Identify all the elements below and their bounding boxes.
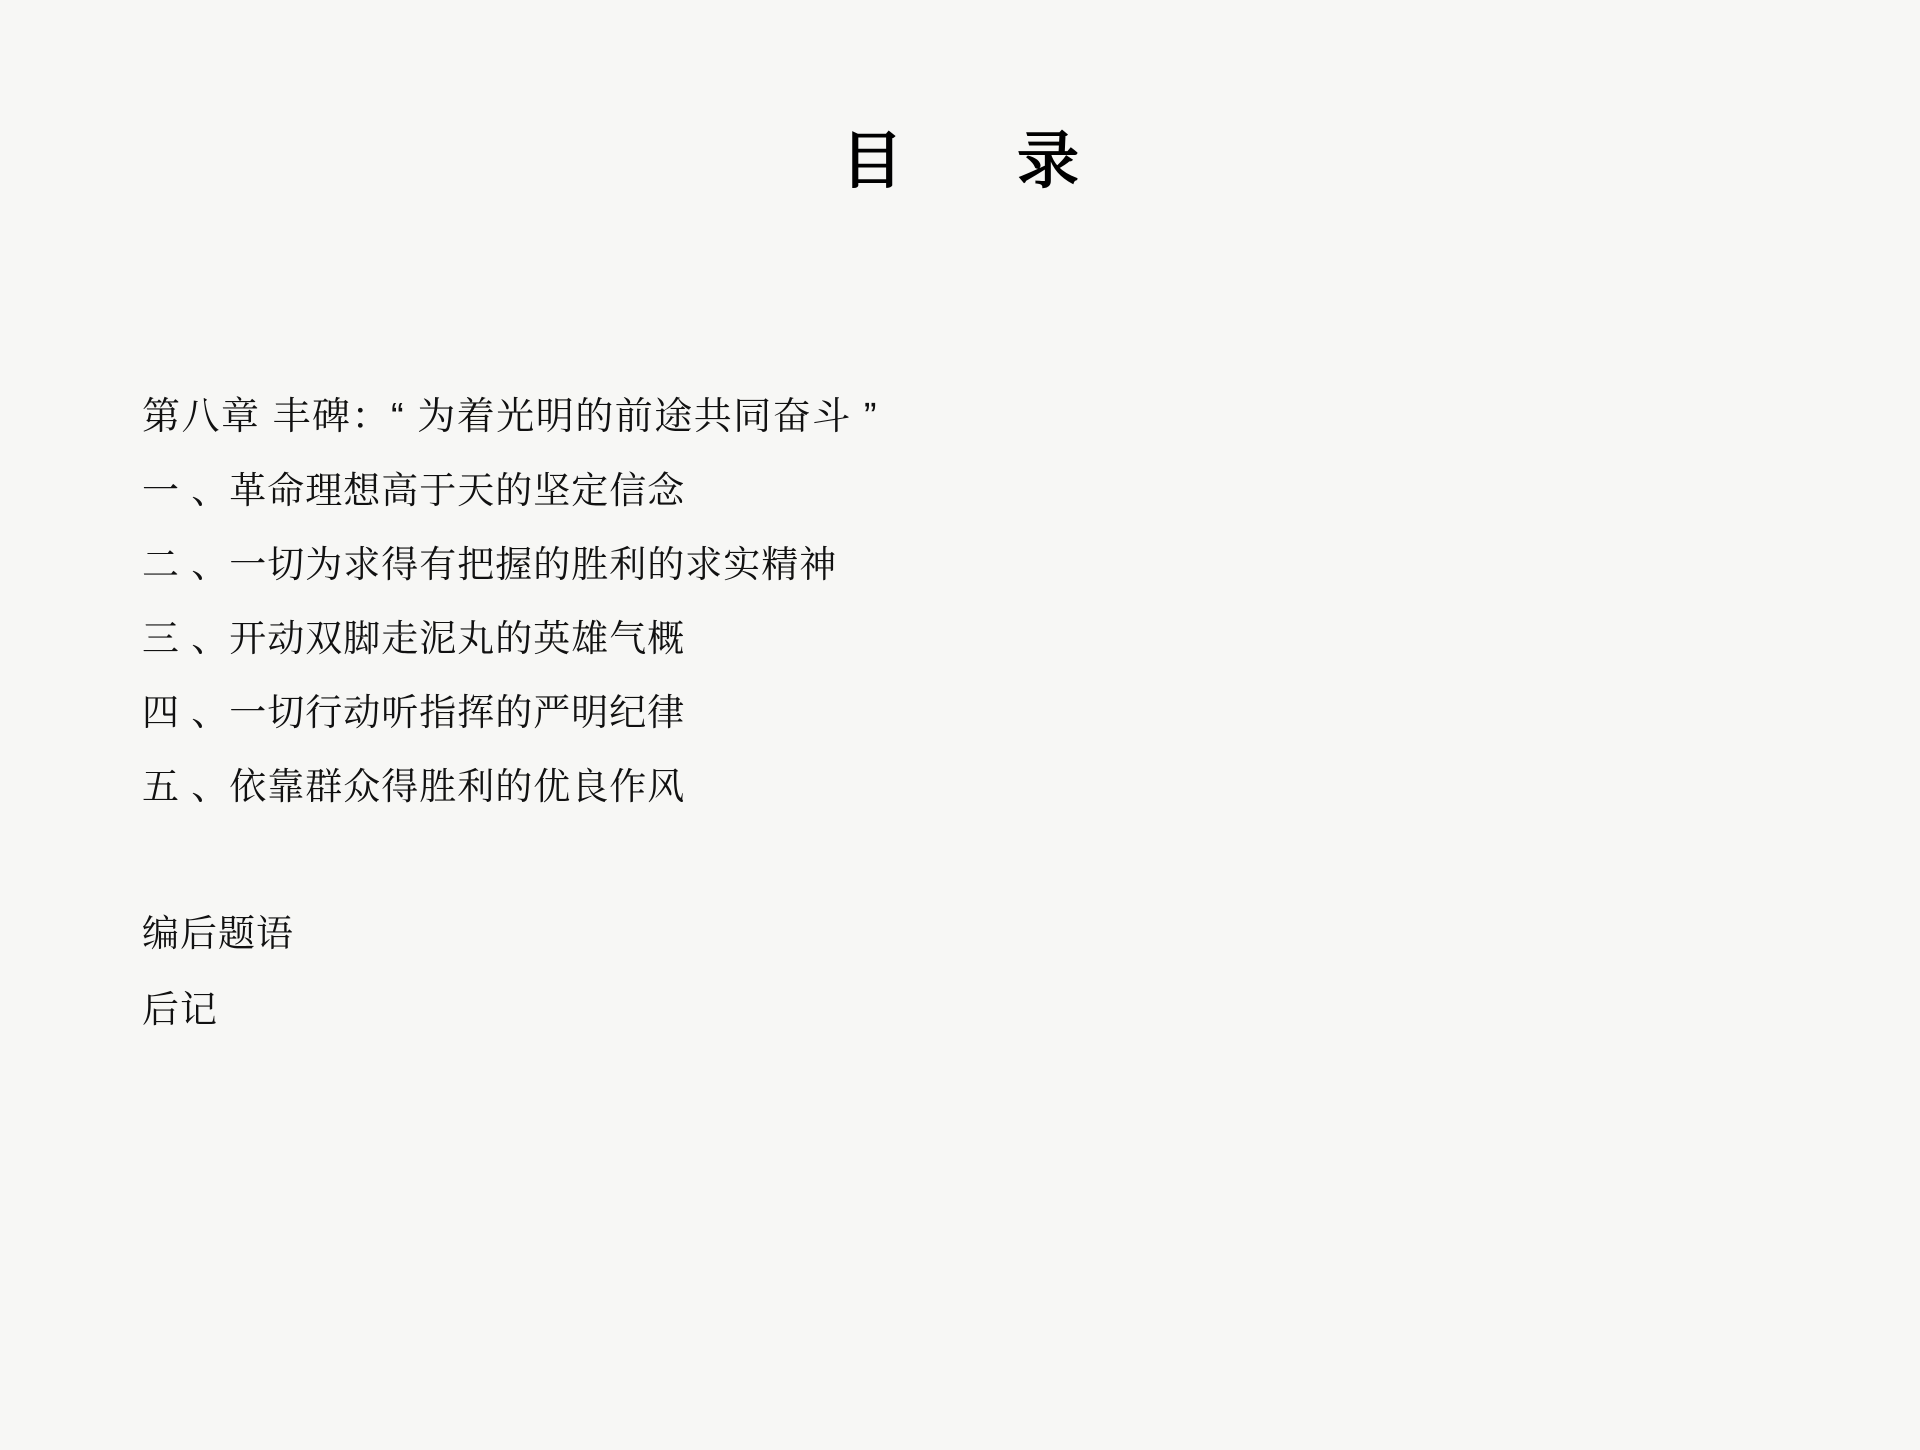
toc-entry-section-3[interactable]: 三 、开动双脚走泥丸的英雄气概 — [142, 618, 686, 659]
toc-spacer — [142, 824, 1642, 896]
page-title: 目 录 — [840, 127, 1105, 196]
toc-entry-section-5[interactable]: 五 、依靠群众得胜利的优良作风 — [142, 766, 686, 807]
toc-entry-epilogue-note[interactable]: 编后题语 — [142, 913, 294, 954]
toc-entry-section-2[interactable]: 二 、一切为求得有把握的胜利的求实精神 — [142, 544, 838, 585]
toc-entry-chapter[interactable]: 第八章 丰碑：“ 为着光明的前途共同奋斗 ” — [142, 396, 878, 438]
toc-entry-postscript[interactable]: 后记 — [142, 989, 218, 1030]
toc-entry-section-1[interactable]: 一 、革命理想高于天的坚定信念 — [142, 470, 686, 511]
table-of-contents — [142, 380, 1642, 1048]
toc-entry-section-4[interactable]: 四 、一切行动听指挥的严明纪律 — [142, 692, 686, 733]
